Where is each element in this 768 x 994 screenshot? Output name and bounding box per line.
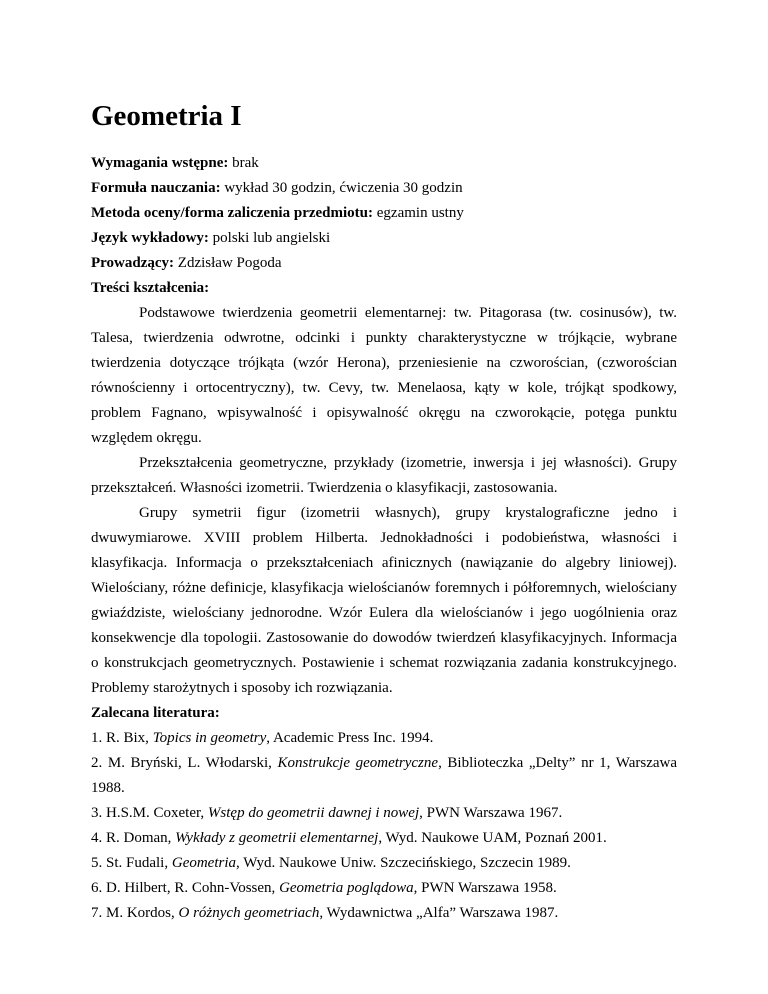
info-label: Wymagania wstępne: bbox=[91, 155, 229, 171]
info-label: Metoda oceny/forma zaliczenia przedmiotu: bbox=[91, 205, 374, 221]
content-paragraph: Przekształcenia geometryczne, przykłady (izometrie, inwersja i jej własności). Grupy przekształceń. Własności izometrii. Twierdzenia o klasyfikacji, zastosowania. bbox=[91, 455, 677, 496]
reference-title: O różnych geometriach bbox=[178, 905, 320, 921]
info-line-assessment bbox=[91, 201, 677, 226]
reference-item: 3. H.S.M. Coxeter, Wstęp do geometrii dawnej i nowej, PWN Warszawa 1967. bbox=[91, 805, 563, 821]
reference-title: Geometria poglądowa bbox=[279, 880, 414, 896]
info-line-lecturer bbox=[91, 251, 677, 276]
reference-title: Geometria bbox=[171, 855, 237, 871]
reference-item: 7. M. Kordos, O różnych geometriach, Wydawnictwa „Alfa” Warszawa 1987. bbox=[91, 905, 559, 921]
info-label: Prowadzący: bbox=[91, 255, 175, 271]
content-paragraph: Podstawowe twierdzenia geometrii elementarnej: tw. Pitagorasa (tw. cosinusów), tw. Talesa, twierdzenia odwrotne, odcinki i punkty charakterystyczne w trójkącie, wybrane twierdzenia dotyczące trójkąta (wzór Herona), przeniesienie na czworościan, (czworościan równościenny i ortocentryczny), tw. Cevy, tw. Menelaosa, kąty w kole, trójkąt spodkowy, problem Fagnano, wpisywalność i opisywalność okręgu na czworokącie, potęga punktu względem okręgu. bbox=[91, 305, 677, 446]
info-line-prerequisites bbox=[91, 151, 677, 176]
page-title: Geometria I bbox=[91, 100, 242, 132]
info-label: Formuła nauczania: bbox=[91, 180, 221, 196]
info-value: brak bbox=[228, 155, 259, 171]
info-value: polski lub angielski bbox=[208, 230, 331, 246]
reference-title: Wstęp do geometrii dawnej i nowej bbox=[207, 805, 420, 821]
reference-title: Wykłady z geometrii elementarnej bbox=[175, 830, 379, 846]
info-line-language bbox=[91, 226, 677, 251]
reference-item: 6. D. Hilbert, R. Cohn-Vossen, Geometria poglądowa, PWN Warszawa 1958. bbox=[91, 880, 557, 896]
document-body bbox=[91, 151, 677, 926]
info-value: Zdzisław Pogoda bbox=[174, 255, 282, 271]
reference-item: 1. R. Bix, Topics in geometry, Academic Press Inc. 1994. bbox=[91, 730, 434, 746]
reference-title: Topics in geometry bbox=[152, 730, 267, 746]
reference-item: 2. M. Bryński, L. Włodarski, Konstrukcje geometryczne, Biblioteczka „Delty” nr 1, Warszawa 1988. bbox=[91, 755, 678, 796]
reference-item: 5. St. Fudali, Geometria, Wyd. Naukowe Uniw. Szczecińskiego, Szczecin 1989. bbox=[91, 855, 571, 871]
reference-item: 4. R. Doman, Wykłady z geometrii elementarnej, Wyd. Naukowe UAM, Poznań 2001. bbox=[91, 830, 607, 846]
info-label: Język wykładowy: bbox=[91, 230, 209, 246]
content-paragraph: Grupy symetrii figur (izometrii własnych), grupy krystalograficzne jedno i dwuwymiarowe. XVIII problem Hilberta. Jednokładności i podobieństwa, własności i klasyfikacja. Informacja o przekształceniach afinicznych (nawiązanie do algebry liniowej). Wielościany, różne definicje, klasyfikacja wielościanów foremnych i półforemnych, wielościany gwiaździste, wielościany jednorodne. Wzór Eulera dla wielościanów i jego uogólnienia oraz konsekwencje dla topologii. Zastosowanie do dowodów twierdzeń klasyfikacyjnych. Informacja o konstrukcjach geometrycznych. Postawienie i schemat rozwiązania zadania konstrukcyjnego. Problemy starożytnych i sposoby ich rozwiązania. bbox=[91, 505, 677, 696]
reference-title: Konstrukcje geometryczne bbox=[277, 755, 439, 771]
info-value: egzamin ustny bbox=[373, 205, 464, 221]
literature-heading: Zalecana literatura: bbox=[91, 705, 220, 721]
content-heading: Treści kształcenia: bbox=[91, 280, 210, 296]
info-line-teaching-form bbox=[91, 176, 677, 201]
info-value: wykład 30 godzin, ćwiczenia 30 godzin bbox=[220, 180, 463, 196]
